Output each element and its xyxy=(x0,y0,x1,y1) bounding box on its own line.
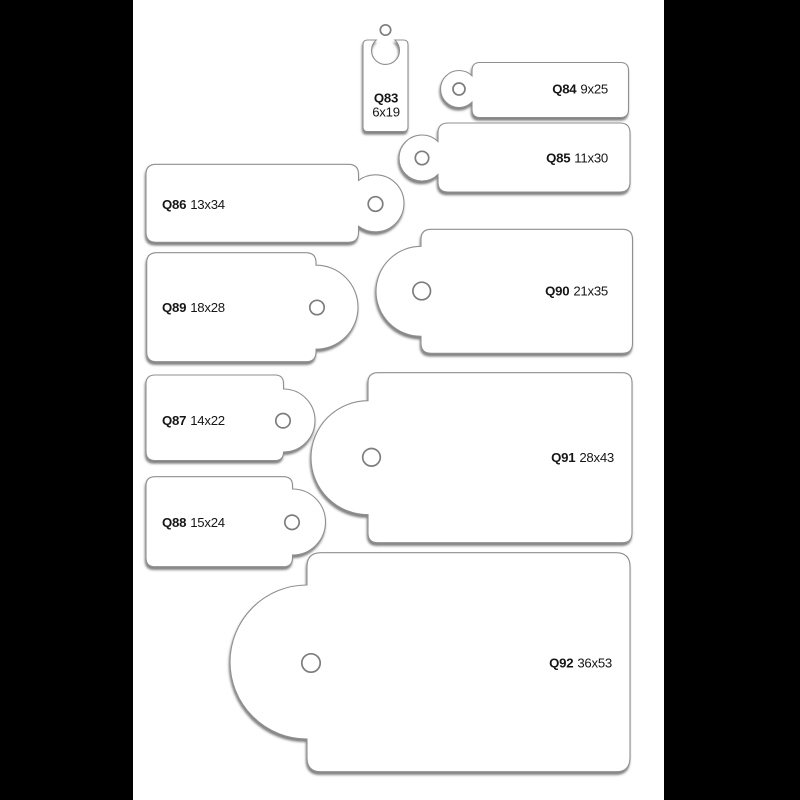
tag-q83-code: Q83 xyxy=(373,90,399,106)
tag-q86-hole-icon xyxy=(368,197,383,212)
tag-q89 xyxy=(147,253,358,362)
tag-q91-hole-icon xyxy=(363,449,381,467)
tag-q84-label: Q84 9x25 xyxy=(552,81,608,97)
tag-q83-hole-icon xyxy=(380,25,390,35)
tag-q85-label: Q85 11x30 xyxy=(546,150,608,166)
tag-q90 xyxy=(376,229,633,353)
tag-q90-hole-icon xyxy=(413,282,431,300)
tag-q88 xyxy=(146,477,326,567)
tag-q92-label: Q92 36x53 xyxy=(549,655,612,671)
tag-q87-label: Q87 14x22 xyxy=(162,413,225,429)
tag-q88-label: Q88 15x24 xyxy=(162,514,225,530)
tag-q85-hole-icon xyxy=(415,151,428,164)
tag-q87-hole-icon xyxy=(276,414,290,428)
tag-q86-label: Q86 13x34 xyxy=(162,196,225,212)
tag-q92-hole-icon xyxy=(302,654,320,672)
tag-q89-hole-icon xyxy=(310,300,324,314)
tag-q83-dims: 6x19 xyxy=(372,104,400,120)
tag-q88-hole-icon xyxy=(285,515,299,529)
tag-q89-label: Q89 18x28 xyxy=(162,299,225,315)
tag-q91-label: Q91 28x43 xyxy=(551,449,614,465)
tag-q84-hole-icon xyxy=(453,83,465,95)
tag-q90-label: Q90 21x35 xyxy=(545,283,608,299)
